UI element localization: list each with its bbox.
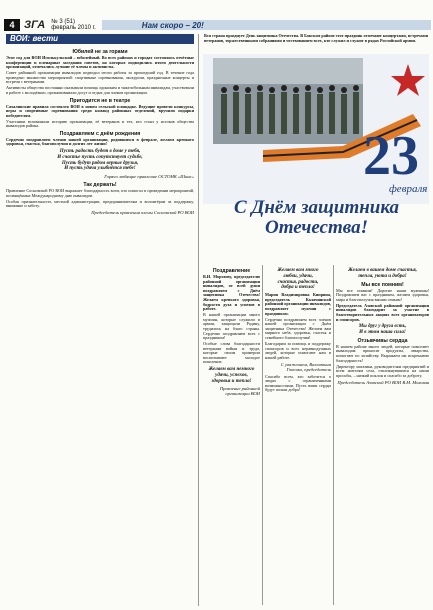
article-signature: Правление районной организации ВОИ <box>219 386 260 397</box>
newspaper-logo: ЗГА <box>24 19 46 31</box>
article-paragraph: В нашей организации много мужчин, которые служили в армии, защищали Родину, трудились на благо страны. Сердечно поздравляем всех с праздником! <box>203 312 260 341</box>
greeting-line-1: С Днём защитника <box>233 197 399 218</box>
article-paragraph: Участники вспоминали историю организации, её ветеранов и тех, кто стоял у истоков общества инвалидов района. <box>6 118 194 129</box>
greeting-line-2: Отечества! <box>264 217 369 238</box>
holiday-greeting <box>222 198 411 238</box>
article-heading: Поздравление <box>212 268 251 274</box>
article-paragraph: Благодарим за помощь и поддержку спонсоров и всех неравнодушных людей, которые помогают нам в нашей работе. <box>265 340 331 360</box>
hero-illustration <box>203 54 429 204</box>
article-paragraph: Председатель Азовской районной организации инвалидов благодарит за участие в благотворительных акциях всех организаторов и спонсоров. <box>336 302 429 322</box>
greeting-poem: Желаем вам много любви, удачи, счастья, радости, добра и тепла! <box>277 268 319 291</box>
article-signature: С уважением, Валентина Гопенко, председатель <box>280 361 331 372</box>
article-paragraph: Активисты общества постоянно оказывали помощь одиноким и тяжелобольным инвалидам, участвовали в работе с молодёжью, организовывали досуг и отдых для членов организации. <box>6 85 194 95</box>
column-3 <box>265 266 331 606</box>
article-paragraph: Правление Сосновской РО ВОИ выражает благодарность всем, кто помогал в проведении мероприятий, посвящённых Международному дню инвалидов. <box>6 188 194 198</box>
article-signature: Председатель правления члены Сосновской РО ВОИ <box>91 210 194 216</box>
article-paragraph: Особые слова благодарности ветеранам войны и труда, которые своим примером воспитывают молодое поколение. <box>203 341 260 365</box>
page-number: 4 <box>4 19 20 31</box>
greeting-poem: Мы друг у друга есть, И в этом наша сила! <box>358 324 407 335</box>
article-heading: Поздравляем с днём рождения <box>59 130 141 137</box>
article-heading: Мы все помним! <box>361 281 404 288</box>
issue-info <box>51 19 96 31</box>
article-paragraph: Директору магазина, руководителям предприятий и всем жителям села, откликнувшимся на наши просьбы, – низкий поклон и спасибо за доброту. <box>336 363 429 378</box>
article-paragraph: Мария Владимировна Киприна, председатель Калачинской районной организации инвалидов, поздравляет мужчин с праздником. <box>265 292 331 316</box>
article-signature: Горячо любящие правление ОСТОНК «Шанс» <box>104 174 194 180</box>
article-paragraph: Совет районной организации инвалидов подводил итоги работы за прошедший год. В течение года проведено множество мероприятий: спортивные соревнования, экскурсии, праздничные концерты и встречи с ветеранами. <box>6 70 194 85</box>
article-paragraph: Сердечно поздравляем членов нашей организации, родившихся в феврале, желаем крепкого здоровья, счастья, благополучия и долгих лет жизни! <box>6 136 194 147</box>
article-paragraph: В.И. Морозову, председателю районной организации инвалидов, от всей души поздравляем с Днём защитника Отечества! Желаем крепкого здоровья, бодрости духа и успехов в работе. <box>203 274 260 312</box>
issue-number: № 3 (51) <box>51 19 75 25</box>
article-paragraph: Особая признательность местной администрации, предпринимателям и волонтёрам за поддержку, внимание и заботу. <box>6 198 194 209</box>
column-2 <box>203 266 260 606</box>
article-heading: Так держать! <box>83 182 117 189</box>
column-divider <box>262 265 263 605</box>
header-bar: Нам скоро – 20! <box>102 20 431 30</box>
column-divider <box>198 34 199 606</box>
article-heading: Юбилей не за горами <box>72 49 128 55</box>
article-paragraph: Сахалинские правила состоялся ВОИ в новом сельской площадке. Ведущие провели конкурсы, игры и спортивные соревнования среди команд районных отделений, вручили подарки победителям. <box>6 103 194 118</box>
article-paragraph: Этот год для ВОИ Исилькульский – юбилейный. Во всех районах и городах состоялись отчётные конференции и пленарные заседания советов, на которых подводились итоги деятельности организаций, отмечались лучшие её члены и активисты. <box>6 55 194 70</box>
article-paragraph: Мы все помним! Дорогие наши мужчины! Поздравляем вас с праздником, желаем здоровья, мира и благополучия вашим семьям! <box>336 287 429 302</box>
top-right-intro <box>204 34 428 56</box>
page-header <box>4 18 431 32</box>
article-paragraph: Спасибо всем, кто заботится о людях с ограниченными возможностями. Пусть ваши сердца будут полны добра! <box>265 373 331 393</box>
date-number: 23 <box>363 125 419 187</box>
article-heading: Пригодится не в театре <box>69 97 131 104</box>
greeting-poem: Желаем в вашем доме счастья, тепла, уюта и добра! <box>348 268 417 279</box>
section-rubric: ВОИ: вести <box>6 34 194 44</box>
date-month: февраля <box>389 183 428 195</box>
left-column <box>6 47 194 607</box>
article-paragraph: В нашем районе много людей, которые помогают инвалидам: приносят продукты, лекарства, помогают по хозяйству. Выражаем им искреннюю благодарность! <box>336 343 429 363</box>
column-4 <box>336 266 429 606</box>
intro-text: Вся страна празднует День защитника Отечества. В Бокском районе этот праздник отмечают концертами, встречами ветеранов, торжественными собраниями и чествованием всех, кто служил и служит в рядах Российской армии. <box>204 34 428 43</box>
column-divider <box>333 265 334 605</box>
article-heading: Отзывчивы сердца <box>357 337 408 344</box>
greeting-poem: Желаем вам немного удачи, успехов, здоровья и тепла! <box>208 367 255 384</box>
article-signature: Председатель Азовской РО ВОИ В.М. Моховая <box>337 379 429 385</box>
greeting-poem: Пусть радость будет в доме у тебя, И счастье пусть сопутствует судьбе, Пусть будут рядом верные друзья, И пусть удача улыбнётся тебе! <box>57 149 143 172</box>
article-paragraph: Сердечно поздравляем всех членов нашей организации с Днём защитника Отечества! Желаем вам мирного неба, здоровья, счастья и семейного благополучия! <box>265 316 331 340</box>
issue-date: февраль 2010 г. <box>51 25 96 31</box>
